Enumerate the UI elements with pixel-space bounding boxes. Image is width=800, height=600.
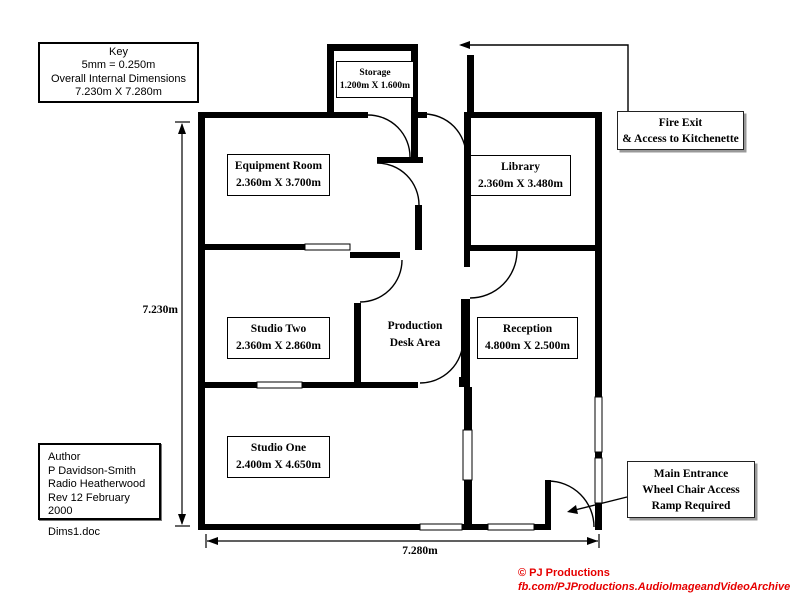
fire-exit-arrowhead xyxy=(459,41,470,49)
room-dims: 2.400m X 4.650m xyxy=(236,459,321,471)
footer-copyright: © PJ Productions xyxy=(518,567,610,579)
leader-arrows-group xyxy=(459,41,628,514)
main-entrance-line1: Main Entrance xyxy=(653,467,729,480)
room-dims: 2.360m X 2.860m xyxy=(236,340,321,352)
room-label-storage xyxy=(336,61,414,98)
overall-height-dimension: 7.230m xyxy=(142,304,178,316)
author-line3: Radio Heatherwood xyxy=(48,478,146,490)
author-line4: Rev 12 February 2000 xyxy=(48,491,130,517)
room-dims: 2.360m X 3.700m xyxy=(236,177,321,189)
author-line1: Author xyxy=(48,451,81,463)
author-filename: Dims1.doc xyxy=(48,525,100,538)
main-entrance-line2: Wheel Chair Access xyxy=(642,483,740,496)
main-entrance-arrowhead xyxy=(567,505,578,514)
fire-exit-line1: Fire Exit xyxy=(658,116,703,129)
room-name: Studio One xyxy=(250,442,307,454)
main-entrance-callout xyxy=(627,461,755,518)
key-line3: 7.230m X 7.280m xyxy=(75,86,162,98)
room-label-studio-one xyxy=(227,436,330,478)
key-title: Key xyxy=(109,45,128,58)
key-scale: 5mm = 0.250m xyxy=(81,59,156,71)
room-label-reception xyxy=(477,317,578,359)
main-entrance-line3: Ramp Required xyxy=(651,499,731,512)
room-name: Library xyxy=(501,160,540,173)
room-label-library xyxy=(470,155,571,196)
room-dims: 1.200m X 1.600m xyxy=(339,80,411,91)
room-label-studio-two xyxy=(227,317,330,359)
author-box xyxy=(38,443,161,538)
fire-exit-arrow xyxy=(461,45,628,111)
footer-url[interactable]: fb.com/PJProductions.AudioImageandVideoArchive xyxy=(518,581,791,593)
key-box xyxy=(38,42,199,103)
author-line2: P Davidson-Smith xyxy=(48,464,136,477)
room-name: Equipment Room xyxy=(234,160,323,172)
overall-width-dimension: 7.280m xyxy=(402,545,438,557)
room-dims: 2.360m X 3.480m xyxy=(478,177,563,190)
room-label-equipment-room xyxy=(227,154,330,196)
room-name: Storage xyxy=(359,67,391,78)
production-line2: Desk Area xyxy=(389,337,441,349)
key-line2: Overall Internal Dimensions xyxy=(50,72,187,85)
room-name: Studio Two xyxy=(250,323,307,335)
room-name: Reception xyxy=(502,323,553,335)
production-line1: Production xyxy=(387,320,443,332)
fire-exit-line2: & Access to Kitchenette xyxy=(622,132,739,145)
fire-exit-callout xyxy=(617,111,744,150)
room-dims: 4.800m X 2.500m xyxy=(485,340,570,352)
footer-credit xyxy=(518,566,790,594)
production-desk-area-label xyxy=(365,314,465,356)
